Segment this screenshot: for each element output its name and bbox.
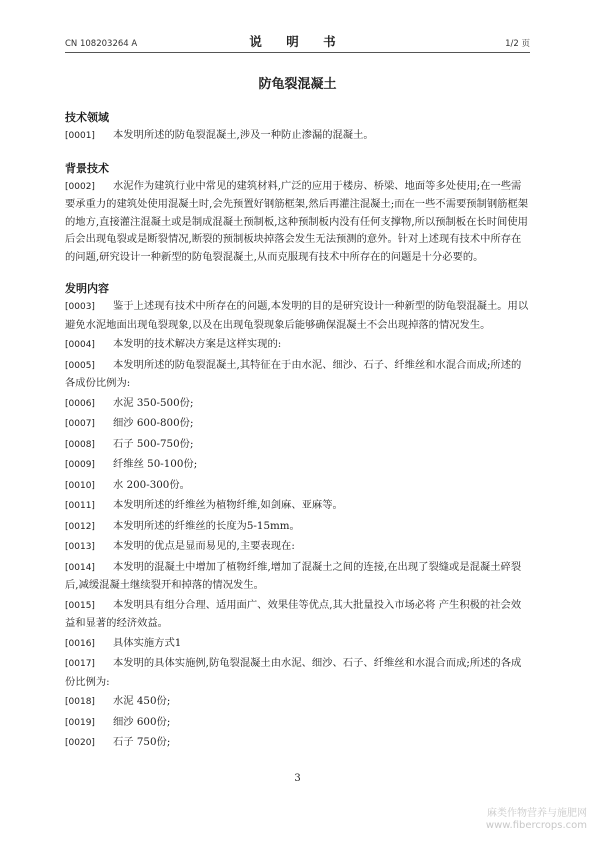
paragraph-number: [0019] <box>65 717 95 728</box>
paragraph <box>65 538 531 557</box>
paragraph-text: 水泥 450份; <box>113 695 171 707</box>
paragraph-number: [0012] <box>65 521 95 532</box>
paragraph-text: 细沙 600份; <box>113 715 171 728</box>
paragraph-text: 石子 750份; <box>113 736 171 748</box>
paragraph-number: [0015] <box>65 600 95 611</box>
paragraph <box>65 178 531 267</box>
page-header <box>65 30 530 53</box>
paragraph <box>65 518 531 537</box>
paragraph-number: [0006] <box>65 398 95 409</box>
paragraph-number: [0020] <box>65 738 95 748</box>
document-type: 说 明 书 <box>249 34 346 49</box>
paragraph-number: [0009] <box>65 460 95 470</box>
paragraph-text: 水泥 350-500份; <box>113 396 194 409</box>
paragraph-number: [0003] <box>65 302 95 312</box>
paragraph <box>65 395 531 414</box>
paragraph-number: [0016] <box>65 638 95 649</box>
section-heading-background: 背景技术 <box>65 161 109 175</box>
paragraph-number: [0010] <box>65 480 95 491</box>
paragraph-text: 本发明具有组分合理、适用面广、效果佳等优点,其大批量投入市场必将 产生积极的社会效益和显著的经济效益。 <box>65 598 522 629</box>
paragraph-number: [0004] <box>65 340 95 350</box>
paragraph <box>65 477 531 496</box>
paragraph-text: 具体实施方式1 <box>113 636 182 649</box>
paragraph-text: 水泥作为建筑行业中常见的建筑材料,广泛的应用于楼房、桥梁、地面等多处使用;在一些需要承重力的建筑处使用混凝土时,会先预置好钢筋框架,然后再灌注混凝土;而在一些不需要预制钢筋框架的地方,直接灌注混凝土或是制成混凝土预制板,这种预制板内没有任何支撑物,所以预制板在长时间使用后会出现龟裂或是断裂情况,断裂的预制板块掉落会发生无法预测的意外。针对上述现有技术中所存在的问题,研究设计一种新型的防龟裂混凝土,从而克服现有技术中所存在的问题是十分必要的。 <box>65 179 529 263</box>
paragraph-number: [0008] <box>65 439 95 450</box>
paragraph-number: [0017] <box>65 659 95 669</box>
paragraph <box>65 415 531 434</box>
paragraph <box>65 127 531 146</box>
paragraph-text: 本发明的混凝土中增加了植物纤维,增加了混凝土之间的连接,在出现了裂缝或是混凝土碎裂后,减缓混凝土继续裂开和掉落的情况发生。 <box>65 560 522 591</box>
paragraph-number: [0005] <box>65 360 95 371</box>
paragraph <box>65 298 531 334</box>
paragraph <box>65 559 531 595</box>
paragraph-number: [0013] <box>65 542 95 552</box>
paragraph-text: 鉴于上述现有技术中所存在的问题,本发明的目的是研究设计一种新型的防龟裂混凝土。用以避免水泥地面出现龟裂现象,以及在出现龟裂现象后能够确保混凝土不会出现掉落的情况发生。 <box>65 300 529 331</box>
paragraph-number: [0014] <box>65 562 95 573</box>
paragraph <box>65 436 531 455</box>
paragraph-number: [0002] <box>65 181 95 192</box>
watermark-url: www.fibercrops.com <box>485 820 587 831</box>
paragraph-number: [0001] <box>65 131 95 141</box>
paragraph-number: [0007] <box>65 419 95 429</box>
paragraph <box>65 655 531 691</box>
paragraph <box>65 357 531 393</box>
document-title: 防龟裂混凝土 <box>258 77 337 92</box>
patent-number: CN 108203264 A <box>65 39 138 49</box>
paragraph-text: 本发明的技术解决方案是这样实现的: <box>113 338 282 350</box>
watermark <box>486 808 587 832</box>
paragraph <box>65 734 531 753</box>
paragraph <box>65 693 531 712</box>
paragraph <box>65 597 531 633</box>
paragraph-text: 本发明所述的防龟裂混凝土,涉及一种防止渗漏的混凝土。 <box>113 129 374 141</box>
section-heading-tech-field: 技术领域 <box>65 111 109 124</box>
paragraph-text: 细沙 600-800份; <box>113 417 194 429</box>
paragraph-text: 纤维丝 50-100份; <box>113 458 198 470</box>
paragraph <box>65 497 531 516</box>
document-body <box>65 109 531 755</box>
paragraph-number: [0018] <box>65 697 95 707</box>
paragraph-text: 本发明所述的防龟裂混凝土,其特征在于由水泥、细沙、石子、纤维丝和水混合而成;所述的各成份比例为: <box>65 358 522 389</box>
paragraph-text: 本发明所述的纤维丝的长度为5-15mm。 <box>113 519 300 532</box>
paragraph <box>65 714 531 733</box>
paragraph-text: 水 200-300份。 <box>113 478 190 491</box>
paragraph <box>65 456 531 475</box>
section-heading-summary: 发明内容 <box>65 282 109 295</box>
paragraph-text: 石子 500-750份; <box>113 437 194 450</box>
paragraph-text: 本发明的优点是显而易见的,主要表现在: <box>113 540 295 552</box>
paragraph <box>65 336 531 355</box>
page-number: 3 <box>294 773 301 784</box>
page-of-total: 1/2 页 <box>505 39 530 49</box>
paragraph-text: 本发明的具体实施例,防龟裂混凝土由水泥、细沙、石子、纤维丝和水混合而成;所述的各成份比例为: <box>65 657 522 688</box>
watermark-site-name: 麻类作物营养与施肥网 <box>487 808 587 819</box>
paragraph <box>65 635 531 654</box>
paragraph-number: [0011] <box>65 501 95 511</box>
paragraph-text: 本发明所述的纤维丝为植物纤维,如剑麻、亚麻等。 <box>113 499 343 511</box>
